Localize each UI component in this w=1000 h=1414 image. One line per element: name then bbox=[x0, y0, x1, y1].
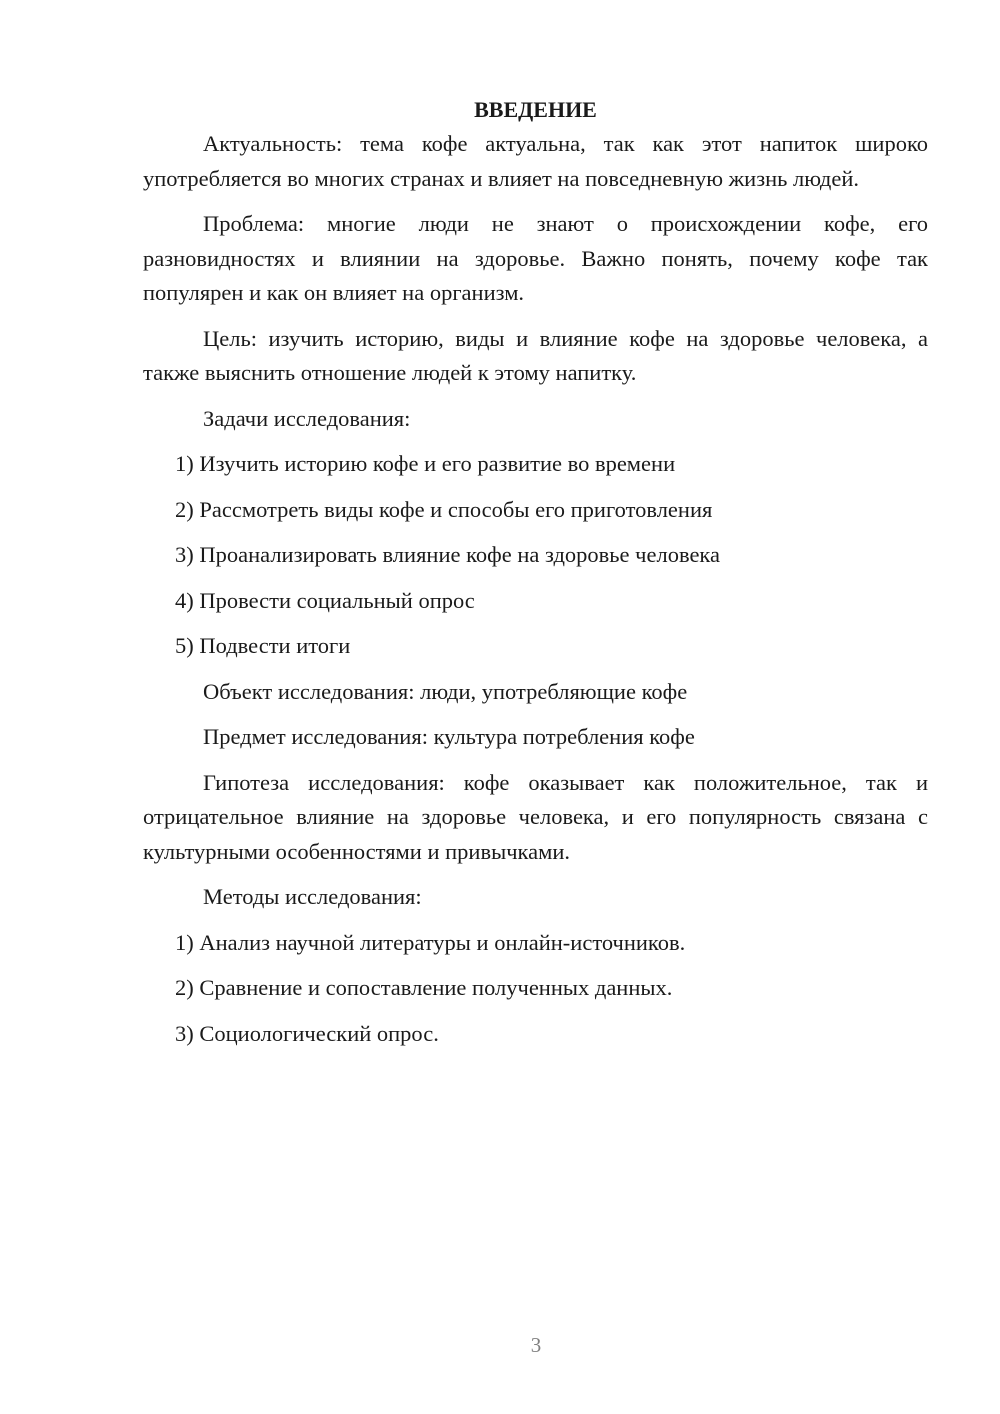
object-paragraph: Объект исследования: люди, употребляющие кофе bbox=[203, 678, 688, 704]
page-number: 3 bbox=[530, 1333, 542, 1357]
hypothesis-paragraph: Гипотеза исследования: кофе оказывает как положительное, так и отрицательное влияние на здоровье человека, и его популярность связана с культурными особенностями и привычками. bbox=[143, 769, 928, 864]
method-item: 2) Сравнение и сопоставление полученных данных. bbox=[175, 975, 673, 1000]
methods-heading: Методы исследования: bbox=[203, 884, 422, 909]
problem-paragraph: Проблема: многие люди не знают о происхождении кофе, его разновидностях и влиянии на здоровье. Важно понять, почему кофе так популярен и как он влияет на организм. bbox=[143, 211, 928, 305]
task-item: 4) Провести социальный опрос bbox=[175, 587, 475, 613]
task-item: 1) Изучить историю кофе и его развитие во времени bbox=[175, 451, 676, 476]
goal-paragraph: Цель: изучить историю, виды и влияние кофе на здоровье человека, а также выяснить отношение людей к этому напитку. bbox=[143, 325, 928, 385]
relevance-paragraph: Актуальность: тема кофе актуальна, так как этот напиток широко употребляется во многих странах и влияет на повседневную жизнь людей. bbox=[143, 131, 928, 191]
method-item: 3) Социологический опрос. bbox=[175, 1020, 439, 1046]
task-item: 3) Проанализировать влияние кофе на здоровье человека bbox=[175, 542, 721, 567]
task-item: 5) Подвести итоги bbox=[175, 633, 351, 658]
tasks-heading: Задачи исследования: bbox=[203, 405, 411, 431]
task-item: 2) Рассмотреть виды кофе и способы его приготовления bbox=[175, 496, 713, 522]
subject-paragraph: Предмет исследования: культура потребления кофе bbox=[203, 724, 695, 749]
section-title: ВВЕДЕНИЕ bbox=[474, 97, 597, 122]
page-content bbox=[143, 93, 928, 1062]
method-item: 1) Анализ научной литературы и онлайн-источников. bbox=[175, 929, 686, 955]
